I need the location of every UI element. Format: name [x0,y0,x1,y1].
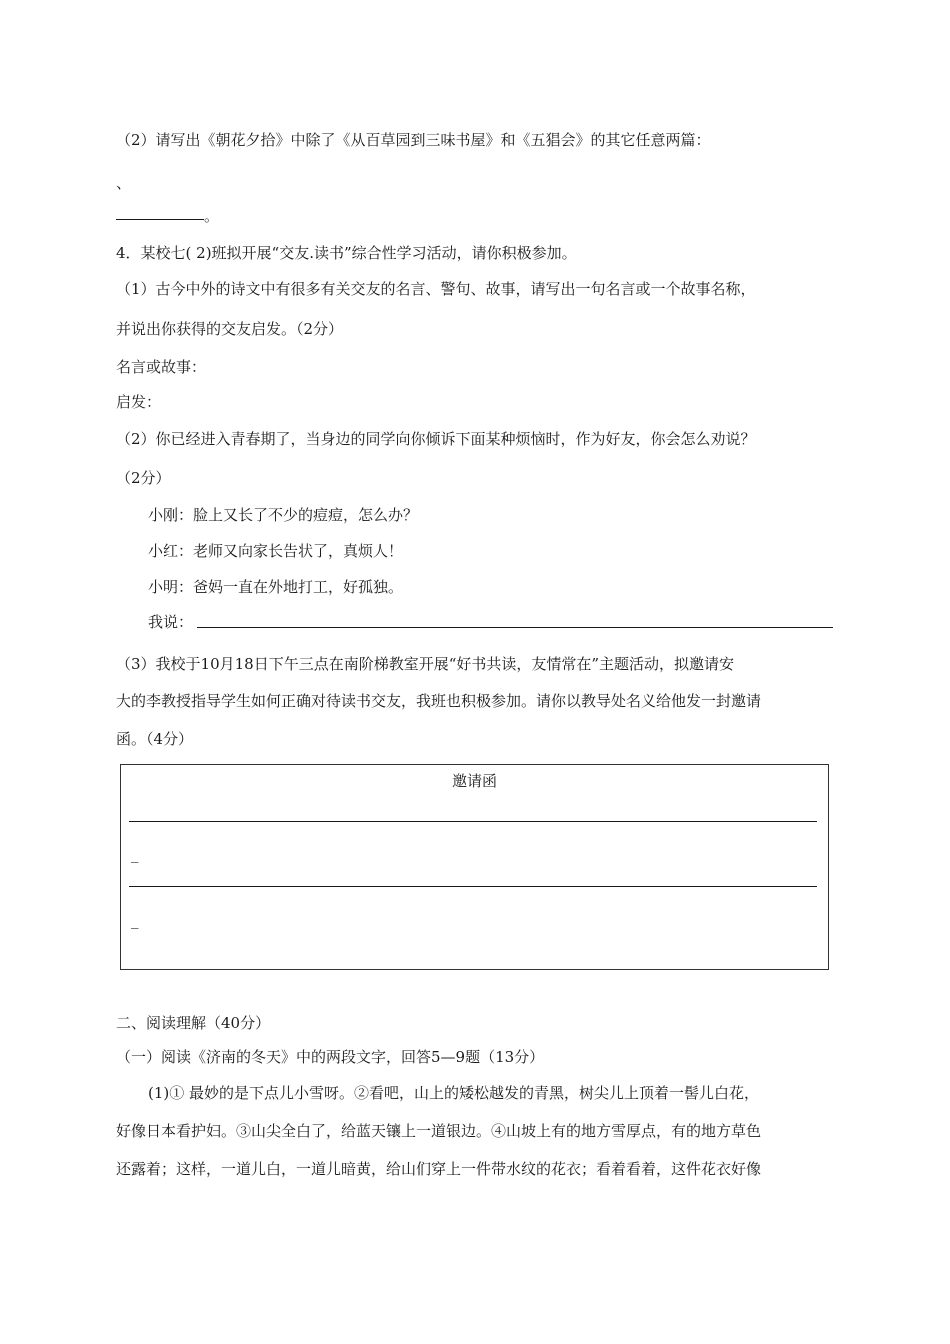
invitation-dash: _ [131,845,139,863]
dialogue-xiaogang: 小刚：脸上又长了不少的痘痘，怎么办？ [148,506,419,524]
quote-or-story-label: 名言或故事： [116,358,207,376]
answer-separator: 、 [116,174,132,192]
passage-line: 还露着；这样，一道儿白，一道儿暗黄，给山们穿上一件带水纹的花衣；看着看着，这件花衣好像 [116,1160,762,1178]
reading-sub-heading: （一）阅读《济南的冬天》中的两段文字，回答5—9题（13分） [116,1048,545,1066]
question-4-2-line1: （2）你已经进入青春期了，当身边的同学向你倾诉下面某种烦恼时，作为好友，你会怎么劝说？ [116,430,756,448]
dialogue-xiaoming: 小明：爸妈一直在外地打工，好孤独。 [148,578,404,596]
invitation-title: 邀请函 [451,772,497,790]
answer-line-wo-shuo[interactable] [197,627,833,628]
dialogue-xiaohong: 小红：老师又向家长告状了，真烦人！ [148,542,404,560]
passage-line: 好像日本看护妇。③山尖全白了，给蓝天镶上一道银边。④山坡上有的地方雪厚点，有的地方草色 [116,1122,762,1140]
question-4-intro: 4．某校七( 2)班拟开展“交友.读书”综合性学习活动，请你积极参加。 [116,244,577,262]
question-prompt-chaohua: （2）请写出《朝花夕拾》中除了《从百草园到三味书屋》和《五猖会》的其它任意两篇： [116,131,711,149]
question-4-2-line2: （2分） [116,469,171,487]
answer-blank-line[interactable] [116,219,204,220]
insight-label: 启发： [116,393,162,411]
section-2-heading: 二、阅读理解（40分） [116,1014,271,1032]
question-4-3-line3: 函。（4分） [116,730,194,748]
question-4-3-line2: 大的李教授指导学生如何正确对待读书交友，我班也积极参加。请你以教导处名义给他发一封邀请 [116,692,762,710]
invitation-writing-line[interactable] [129,886,817,887]
question-4-3-line1: （3）我校于10月18日下午三点在南阶梯教室开展“好书共读，友情常在”主题活动，拟邀请安 [116,655,735,673]
question-4-1-line2: 并说出你获得的交友启发。（2分） [116,320,344,338]
answer-label-wo-shuo: 我说： [148,613,194,631]
answer-end-mark: 。 [204,207,220,225]
invitation-writing-line[interactable] [129,821,817,822]
passage-line: (1)① 最妙的是下点儿小雪呀。②看吧，山上的矮松越发的青黑，树尖儿上顶着一髻儿白花， [148,1084,760,1102]
question-4-1-line1: （1）古今中外的诗文中有很多有关交友的名言、警句、故事，请写出一句名言或一个故事名称， [116,280,756,298]
invitation-box [120,764,829,970]
invitation-dash: _ [131,911,139,929]
